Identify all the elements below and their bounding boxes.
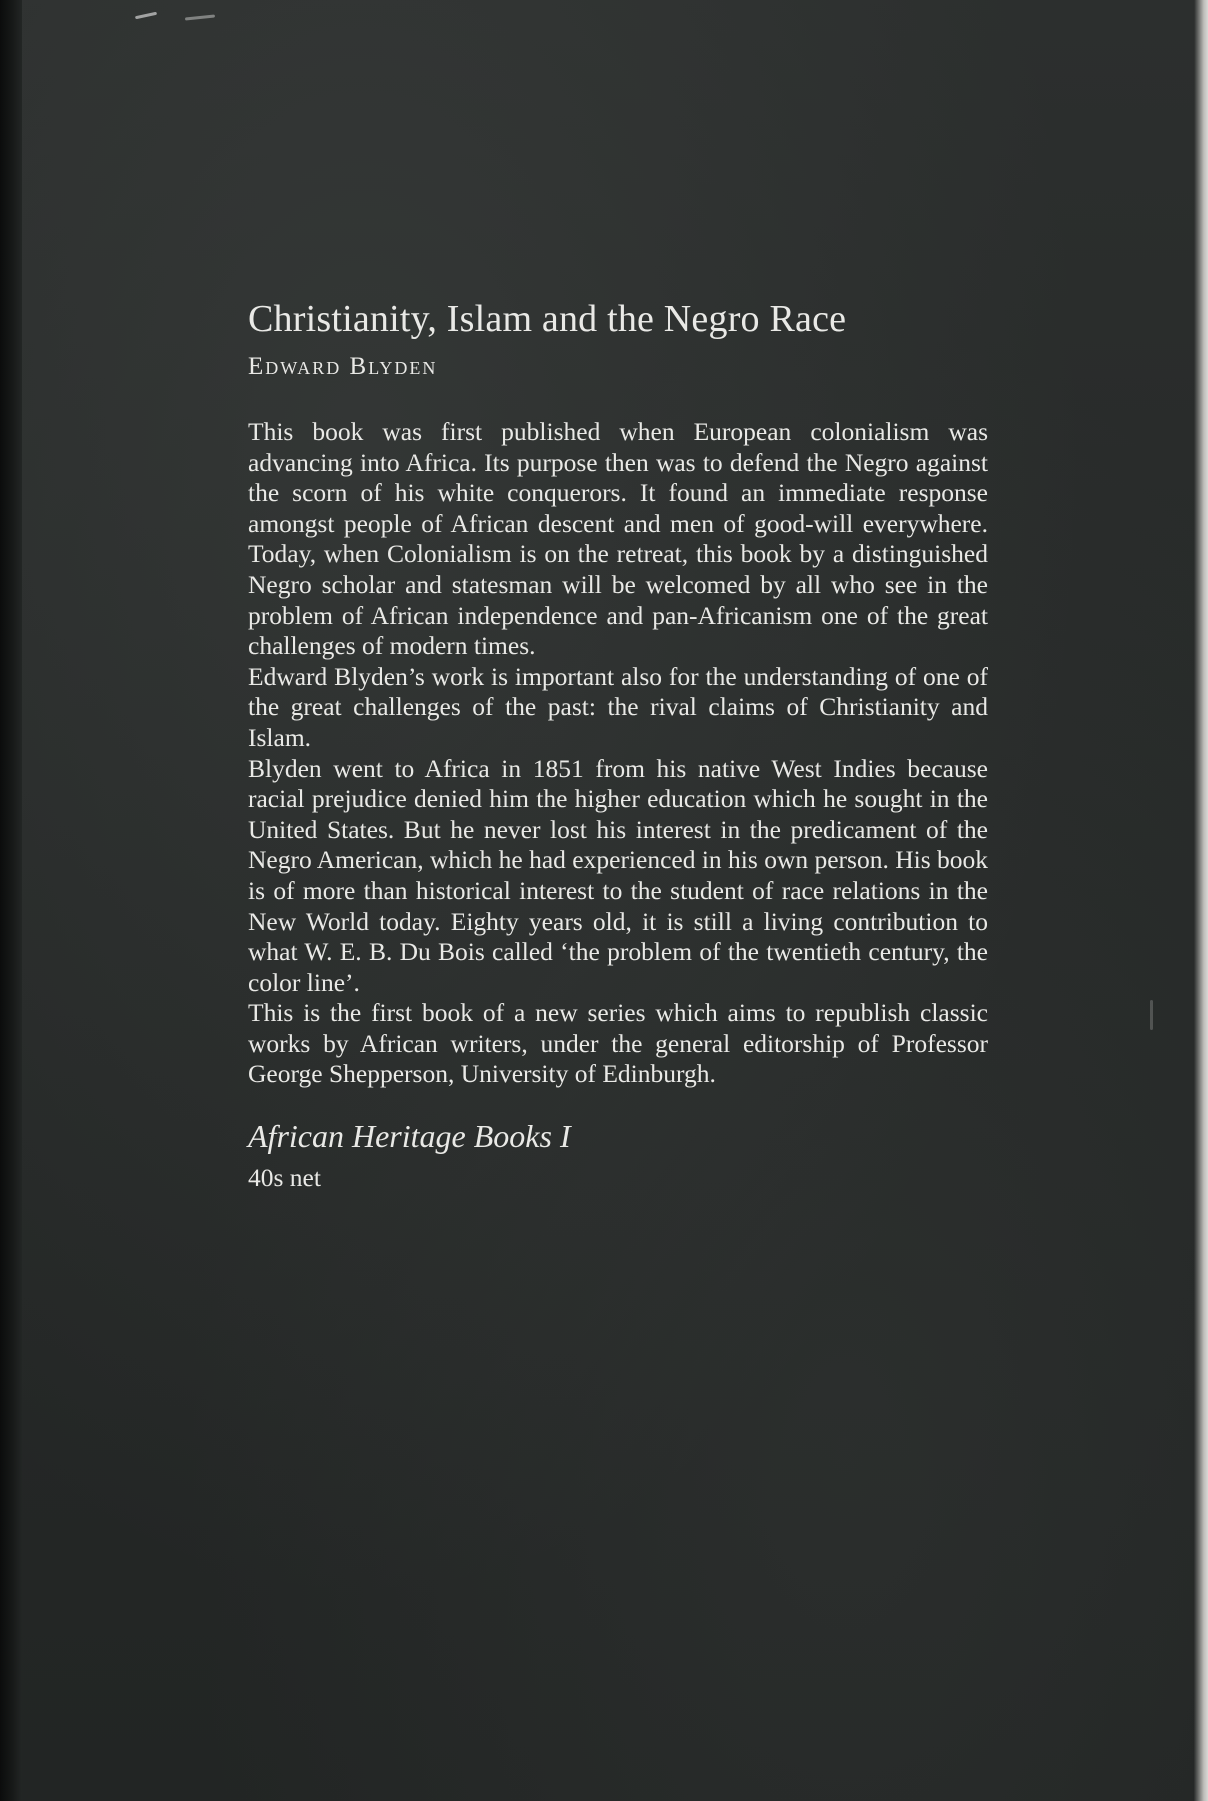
cover-text xyxy=(248,295,988,1194)
blurb-paragraph: This is the first book of a new series which aims to republish classic works by African writers, under the general editorship of Professor George Shepperson, University of Edinburgh. xyxy=(248,998,988,1089)
book-title: Christianity, Islam and the Negro Race xyxy=(248,298,847,340)
spine-edge xyxy=(0,0,22,1801)
scuff-mark xyxy=(135,12,157,20)
scuff-mark xyxy=(1150,1000,1153,1030)
book-author: Edward Blyden xyxy=(248,353,438,380)
blurb-paragraph: This book was first published when European colonialism was advancing into Africa. Its purpose then was to defend the Negro against the scorn of his white conquerors. It found an immediate response amongst people of African descent and men of good-will everywhere. Today, when Colonialism is on the retreat, this book by a distinguished Negro scholar and statesman will be welcomed by all who see in the problem of African independence and pan-Africanism one of the great challenges of modern times. xyxy=(248,417,988,661)
scuff-mark xyxy=(185,14,215,20)
blurb-paragraph: Edward Blyden’s work is important also for the understanding of one of the great challenges of the past: the rival claims of Christianity and Islam. xyxy=(248,661,988,752)
blurb-paragraph: Blyden went to Africa in 1851 from his native West Indies because racial prejudice denied him the higher education which he sought in the United States. But he never lost his interest in the predicament of the Negro American, which he had experienced in his own person. His book is of more than historical interest to the student of race relations in the New World today. Eighty years old, it is still a living contribution to what W. E. B. Du Bois called ‘the problem of the twentieth century, the color line’. xyxy=(248,753,989,997)
series-name: African Heritage Books I xyxy=(248,1118,571,1155)
price: 40s net xyxy=(248,1163,321,1193)
page-edge xyxy=(1194,0,1208,1801)
blurb xyxy=(248,417,988,1090)
